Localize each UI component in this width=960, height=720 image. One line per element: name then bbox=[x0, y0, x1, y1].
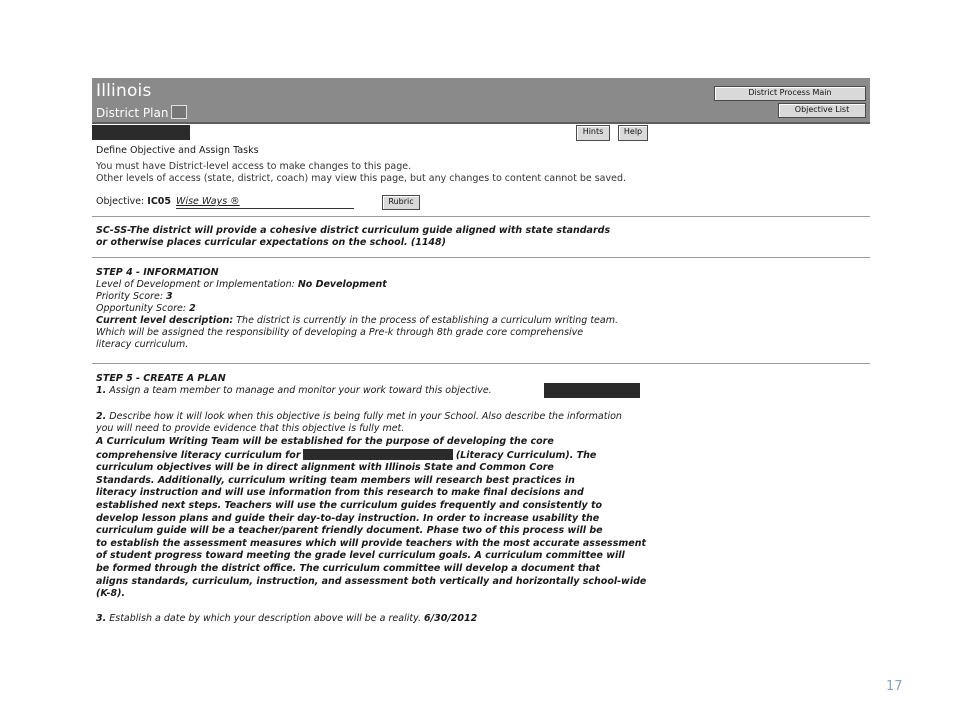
answer-line: Standards. Additionally, curriculum writing team members will research best practices in bbox=[96, 474, 575, 486]
hints-button[interactable]: Hints bbox=[576, 125, 610, 141]
opportunity-label: Opportunity Score: bbox=[96, 303, 190, 314]
answer-line: of student progress toward meeting the grade level curriculum goals. A curriculum committee will bbox=[96, 550, 625, 562]
answer-line: curriculum objectives will be in direct alignment with Illinois State and Common Core bbox=[96, 462, 554, 474]
page-number: 17 bbox=[886, 679, 903, 694]
answer-line: A Curriculum Writing Team will be established for the purpose of developing the core bbox=[96, 436, 554, 447]
question-3-text: Establish a date by which your description above will be a reality. bbox=[106, 613, 425, 624]
current-level-line2: Which will be assigned the responsibility of developing a Pre-k through 8th grade core comprehensive bbox=[96, 327, 584, 338]
question-3-number: 3. bbox=[96, 613, 107, 624]
state-title: Illinois bbox=[96, 81, 152, 101]
answer-line: be formed through the district office. The curriculum committee will develop a document that bbox=[96, 562, 600, 574]
rubric-button[interactable]: Rubric bbox=[382, 195, 420, 210]
opportunity-value: 2 bbox=[189, 303, 196, 314]
answer-line: curriculum guide will be a teacher/parent friendly document. Phase two of this process will be bbox=[96, 525, 603, 537]
plan-selector-box[interactable] bbox=[171, 105, 187, 119]
objective-row bbox=[96, 196, 354, 209]
answer-line: develop lesson plans and guide their day-to-day instruction. In order to increase usability the bbox=[96, 512, 600, 524]
current-level-line3: literacy curriculum. bbox=[96, 339, 189, 350]
answer-line: aligns standards, curriculum, instruction, and assessment both vertically and horizontally school-wide bbox=[96, 575, 647, 587]
step4-title: STEP 4 - INFORMATION bbox=[96, 267, 219, 278]
current-level-row bbox=[96, 315, 618, 327]
question-2 bbox=[96, 411, 622, 423]
district-plan-page bbox=[92, 75, 870, 635]
answer-line: established next steps. Teachers will use the curriculum guides frequently and consistently to bbox=[96, 499, 603, 511]
plan-label: District Plan bbox=[96, 106, 169, 120]
question-1 bbox=[96, 385, 492, 397]
answer-line: (K-8). bbox=[96, 588, 126, 600]
question-2-number: 2. bbox=[96, 411, 107, 422]
objective-name-link[interactable]: Wise Ways ® bbox=[176, 196, 240, 207]
level-value: No Development bbox=[297, 279, 387, 290]
help-button[interactable]: Help bbox=[618, 125, 648, 141]
divider bbox=[92, 216, 870, 217]
divider bbox=[92, 363, 870, 364]
priority-row bbox=[96, 291, 173, 303]
current-level-label: Current level description: bbox=[96, 315, 234, 326]
plan-description bbox=[96, 436, 646, 601]
section-heading: Define Objective and Assign Tasks bbox=[96, 145, 259, 156]
plan-title bbox=[96, 105, 187, 120]
standard-line1: SC-SS-The district will provide a cohesive district curriculum guide aligned with state standards bbox=[96, 225, 611, 236]
access-note-line2: Other levels of access (state, district, coach) may view this page, but any changes to content cannot be saved. bbox=[96, 173, 626, 184]
redacted-block bbox=[92, 125, 190, 140]
answer-line: to establish the assessment measures which will provide teachers with the most accurate assessment bbox=[96, 537, 647, 549]
answer-line: literacy instruction and will use information from this research to make final decisions and bbox=[96, 487, 584, 499]
current-level-text: The district is currently in the process of establishing a curriculum writing team. bbox=[233, 315, 618, 326]
priority-value: 3 bbox=[166, 291, 173, 302]
question-1-number: 1. bbox=[96, 385, 107, 396]
answer-line-part: (Literacy Curriculum). The bbox=[452, 449, 597, 461]
level-label: Level of Development or Implementation: bbox=[96, 279, 298, 290]
access-note-line1: You must have District-level access to make changes to this page. bbox=[96, 161, 412, 172]
redacted-school-name bbox=[303, 449, 453, 460]
district-process-main-button[interactable]: District Process Main bbox=[714, 86, 866, 101]
objective-label: Objective: bbox=[96, 196, 145, 207]
standard-line2: or otherwise places curricular expectations on the school. (1148) bbox=[96, 237, 446, 248]
question-3 bbox=[96, 613, 477, 625]
redacted-team-member bbox=[544, 383, 640, 398]
answer-line bbox=[96, 449, 646, 463]
objective-code: IC05 bbox=[147, 196, 172, 207]
answer-line-part: comprehensive literacy curriculum for bbox=[96, 449, 301, 461]
objective-list-button[interactable]: Objective List bbox=[778, 103, 866, 118]
level-row bbox=[96, 279, 387, 291]
question-2-text: Describe how it will look when this objective is being fully met in your School. Also describe the information bbox=[106, 411, 622, 422]
opportunity-row bbox=[96, 303, 196, 315]
divider bbox=[92, 257, 870, 258]
question-1-text: Assign a team member to manage and monitor your work toward this objective. bbox=[106, 385, 492, 396]
target-date: 6/30/2012 bbox=[424, 613, 478, 624]
step5-title: STEP 5 - CREATE A PLAN bbox=[96, 373, 226, 384]
priority-label: Priority Score: bbox=[96, 291, 167, 302]
header-bar bbox=[92, 78, 870, 124]
question-2-line2: you will need to provide evidence that this objective is fully met. bbox=[96, 423, 405, 434]
